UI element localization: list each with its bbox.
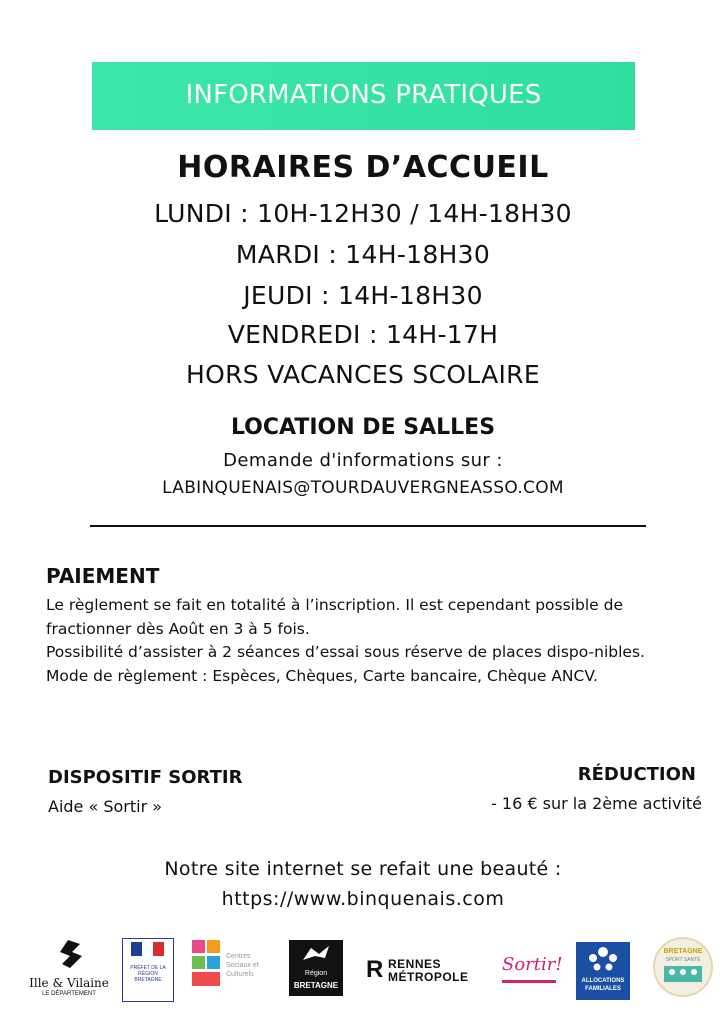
prefet-name: PRÉFET DE LA RÉGION BRETAGNE: [130, 965, 166, 983]
hours-note: HORS VACANCES SCOLAIRE: [186, 360, 540, 389]
region-top: Région: [304, 970, 328, 977]
rennes-mark: R: [366, 956, 384, 983]
website-url-link[interactable]: https://www.binquenais.com: [221, 888, 505, 910]
payment-text: [46, 594, 696, 688]
bretagne-sport-line2: SPORT SANTÉ: [665, 957, 701, 963]
banner-title: INFORMATIONS PRATIQUES: [185, 80, 542, 110]
ille-vilaine-logo: [24, 938, 114, 998]
hours-line-monday: LUNDI : 10H-12H30 / 14H-18H30: [154, 199, 572, 228]
payment-title: PAIEMENT: [46, 564, 160, 588]
bretagne-sport-line1: BRETAGNE: [663, 948, 703, 955]
ille-vilaine-sub: LE DÉPARTEMENT: [42, 991, 96, 997]
hours-line-friday: VENDREDI : 14H-17H: [227, 320, 499, 349]
section-banner: [92, 62, 635, 130]
dispositif-title: DISPOSITIF SORTIR: [48, 767, 243, 788]
bretagne-sport-sante-icon: [652, 936, 714, 998]
location-title: LOCATION DE SALLES: [230, 415, 496, 440]
caf-logo: [576, 942, 630, 1000]
rennes-line1: RENNES: [388, 957, 442, 971]
payment-paragraph: Mode de règlement : Espèces, Chèques, Carte bancaire, Chèque ANCV.: [46, 666, 598, 685]
region-bretagne-icon: [289, 940, 343, 968]
marianne-flag-icon: [123, 939, 173, 961]
bretagne-sport-sante-logo: [652, 936, 714, 998]
sortir-logo: [498, 952, 562, 988]
centres-sociaux-logo: [190, 938, 275, 1000]
sortir-underline-icon: [498, 952, 562, 988]
region-bottom: BRETAGNE: [293, 981, 339, 990]
hours-line-thursday: JEUDI : 14H-18H30: [243, 281, 483, 310]
centres-sociaux-icon: [190, 938, 224, 990]
hours-line-tuesday: MARDI : 14H-18H30: [235, 240, 491, 269]
dispositif-text: Aide « Sortir »: [48, 797, 163, 816]
partner-logos: [0, 930, 726, 1010]
reduction-text: - 16 € sur la 2ème activité: [491, 794, 702, 813]
caf-family-icon: [576, 942, 630, 976]
ille-vilaine-name: Ille & Vilaine: [29, 976, 109, 990]
region-bretagne-logo: [289, 940, 343, 996]
caf-line1: ALLOCATIONS: [581, 978, 625, 984]
reduction-title: RÉDUCTION: [577, 764, 696, 785]
payment-paragraph: Possibilité d’assister à 2 séances d’essai sous réserve de places dispo-nibles.: [46, 643, 645, 661]
prefet-logo: [122, 938, 174, 1002]
rennes-metropole-logo: [366, 956, 486, 986]
sortir-name: Sortir!: [502, 954, 563, 975]
location-email-link[interactable]: LABINQUENAIS@TOURDAUVERGNEASSO.COM: [162, 478, 564, 498]
payment-paragraph: Le règlement se fait en totalité à l’inscription. Il est cependant possible de fractionner dès Août en 3 à 5 fois.: [46, 596, 623, 638]
caf-line2: FAMILIALES: [585, 986, 621, 992]
divider: [90, 525, 646, 527]
location-subtitle: Demande d'informations sur :: [223, 450, 503, 471]
rennes-line2: MÉTROPOLE: [388, 970, 469, 984]
hours-title: HORAIRES D’ACCUEIL: [177, 150, 549, 185]
centres-sociaux-name: Centres Sociaux et Culturels: [226, 953, 259, 978]
website-intro: Notre site internet se refait une beauté :: [164, 858, 562, 880]
